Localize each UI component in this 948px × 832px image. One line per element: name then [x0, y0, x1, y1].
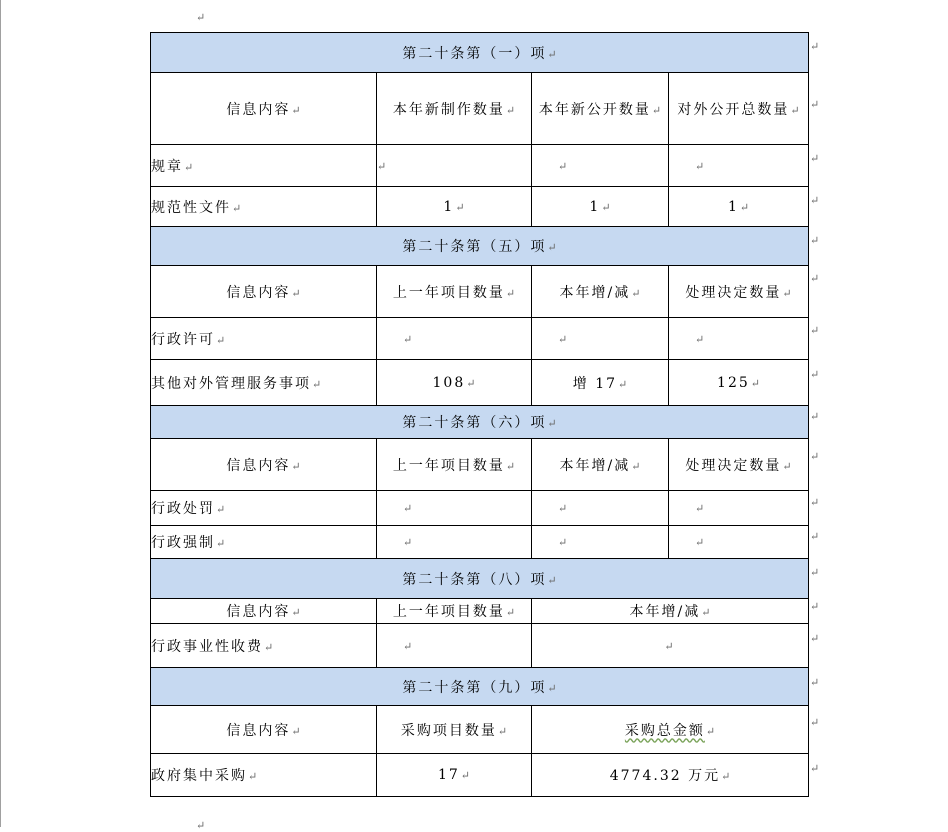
- header-cell: 对外公开总数量↵: [669, 73, 809, 145]
- row-end-mark: ↵: [810, 410, 820, 423]
- header-cell: 本年增/减↵: [532, 599, 809, 624]
- row-end-mark: ↵: [810, 368, 820, 381]
- section-header-row: [151, 406, 809, 439]
- value-cell: 125↵: [669, 360, 809, 406]
- section-header-row: [151, 668, 809, 706]
- section-title-cell: 第二十条第（一）项↵: [151, 33, 809, 73]
- value-cell: 1↵: [532, 187, 669, 227]
- row-end-mark: ↵: [810, 152, 820, 165]
- table-row: [151, 187, 809, 227]
- row-label: 行政处罚↵: [151, 491, 377, 526]
- value-cell: 1↵: [669, 187, 809, 227]
- column-header-row: [151, 439, 809, 491]
- header-cell: 处理决定数量↵: [669, 439, 809, 491]
- header-cell: 信息内容↵: [151, 439, 377, 491]
- value-cell: ↵: [532, 318, 669, 360]
- table-row: [151, 624, 809, 668]
- row-label: 规章↵: [151, 145, 377, 187]
- row-end-mark: ↵: [810, 600, 820, 613]
- header-cell: 采购项目数量↵: [377, 706, 532, 754]
- row-label: 其他对外管理服务事项↵: [151, 360, 377, 406]
- column-header-row: [151, 599, 809, 624]
- paragraph-mark-top: ↵: [196, 11, 206, 24]
- section-header-row: [151, 559, 809, 599]
- row-end-mark: ↵: [810, 324, 820, 337]
- value-cell: ↵: [377, 526, 532, 559]
- header-cell: 信息内容↵: [151, 599, 377, 624]
- value-cell: ↵: [532, 491, 669, 526]
- section-header-row: [151, 227, 809, 266]
- value-cell: 4774.32 万元↵: [532, 754, 809, 797]
- table-row: [151, 754, 809, 797]
- row-label: 行政事业性收费↵: [151, 624, 377, 668]
- header-cell: 本年增/减↵: [532, 439, 669, 491]
- row-label: 规范性文件↵: [151, 187, 377, 227]
- row-end-mark: ↵: [810, 194, 820, 207]
- section-title-cell: 第二十条第（九）项↵: [151, 668, 809, 706]
- header-cell: 上一年项目数量↵: [377, 439, 532, 491]
- row-end-mark: ↵: [810, 234, 820, 247]
- row-end-mark: ↵: [810, 716, 820, 729]
- row-end-mark: ↵: [810, 632, 820, 645]
- table-row: [151, 491, 809, 526]
- value-cell: 108↵: [377, 360, 532, 406]
- section-title: 第二十条第（一）项: [402, 45, 547, 62]
- row-label: 行政强制↵: [151, 526, 377, 559]
- value-cell: ↵: [377, 624, 532, 668]
- header-cell: 信息内容↵: [151, 706, 377, 754]
- column-header-row: [151, 73, 809, 145]
- value-cell: ↵: [532, 526, 669, 559]
- table-row: [151, 526, 809, 559]
- value-cell: 17↵: [377, 754, 532, 797]
- row-label: 政府集中采购↵: [151, 754, 377, 797]
- value-cell: ↵: [377, 491, 532, 526]
- value-cell: ↵: [532, 624, 809, 668]
- header-cell: 本年增/减↵: [532, 266, 669, 318]
- table-row: [151, 145, 809, 187]
- page-edge: [0, 0, 1, 827]
- section-title: 第二十条第（九）项: [402, 679, 547, 696]
- row-end-mark: ↵: [810, 272, 820, 285]
- table-row: [151, 360, 809, 406]
- value-cell: ↵: [377, 318, 532, 360]
- value-cell: 增 17↵: [532, 360, 669, 406]
- header-cell: 处理决定数量↵: [669, 266, 809, 318]
- row-end-mark: ↵: [810, 40, 820, 53]
- disclosure-table: [150, 32, 809, 797]
- row-end-marks: [810, 0, 830, 827]
- value-cell: ↵: [532, 145, 669, 187]
- value-cell: ↵: [669, 491, 809, 526]
- value-cell: 1↵: [377, 187, 532, 227]
- section-title: 第二十条第（八）项: [402, 571, 547, 588]
- table-row: [151, 318, 809, 360]
- value-cell: ↵: [669, 526, 809, 559]
- section-title: 第二十条第（五）项: [402, 239, 547, 255]
- header-cell: 信息内容↵: [151, 266, 377, 318]
- row-label: 行政许可↵: [151, 318, 377, 360]
- header-cell: 信息内容↵: [151, 73, 377, 145]
- row-end-mark: ↵: [810, 496, 820, 509]
- row-end-mark: ↵: [810, 676, 820, 689]
- row-end-mark: ↵: [810, 530, 820, 543]
- row-end-mark: ↵: [810, 98, 820, 111]
- section-title-cell: 第二十条第（八）项↵: [151, 559, 809, 599]
- value-cell: ↵: [669, 318, 809, 360]
- header-cell: 上一年项目数量↵: [377, 266, 532, 318]
- section-header-row: [151, 33, 809, 73]
- paragraph-mark-bottom: ↵: [196, 819, 206, 832]
- row-end-mark: ↵: [810, 450, 820, 463]
- section-title-cell: 第二十条第（五）项↵: [151, 227, 809, 266]
- row-end-mark: ↵: [810, 566, 820, 579]
- header-cell: 本年新制作数量↵: [377, 73, 532, 145]
- value-cell: ↵: [377, 145, 532, 187]
- header-cell: 上一年项目数量↵: [377, 599, 532, 624]
- section-title-cell: 第二十条第（六）项↵: [151, 406, 809, 439]
- column-header-row: [151, 266, 809, 318]
- row-end-mark: ↵: [810, 762, 820, 775]
- value-cell: ↵: [669, 145, 809, 187]
- column-header-row: [151, 706, 809, 754]
- section-title: 第二十条第（六）项: [402, 415, 547, 431]
- header-cell: 本年新公开数量↵: [532, 73, 669, 145]
- header-cell: 采购总金额↵: [532, 706, 809, 754]
